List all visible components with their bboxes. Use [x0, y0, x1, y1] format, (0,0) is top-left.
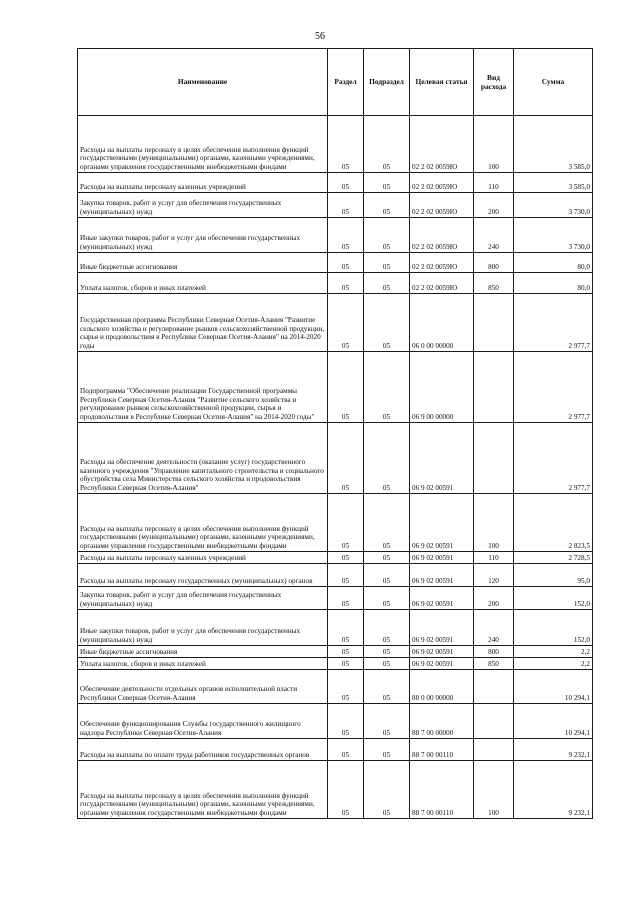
cell-name: Расходы на обеспечение деятельности (оказание услуг) государственного казенного учреждения "Управление капитального строительства и социального обустройства села Министерства сельского хозяйства и продовольствия Республики Северная Осетия-Алания" [78, 423, 328, 494]
cell-subsection: 05 [364, 587, 410, 610]
cell-target: 02 2 02 0059Ю [410, 116, 474, 173]
cell-name: Уплата налогов, сборов и иных платежей [78, 273, 328, 294]
cell-amount: 9 232,1 [514, 739, 593, 761]
cell-expense-type [474, 704, 514, 739]
cell-section: 05 [328, 218, 364, 253]
cell-expense-type: 800 [474, 646, 514, 658]
table-row [78, 704, 593, 739]
page-number: 56 [315, 31, 325, 42]
cell-name: Расходы на выплаты персоналу в целях обеспечения выполнения функций государственными (муниципальными) органами, казенными учреждениями, органами управления государственными внебюджетными фондами [78, 761, 328, 819]
header-subsection: Подраздел [364, 49, 410, 116]
cell-target: 06 9 02 00591 [410, 610, 474, 646]
cell-target: 02 2 02 0059Ю [410, 218, 474, 253]
cell-target: 02 2 02 0059Ю [410, 253, 474, 273]
cell-expense-type: 110 [474, 552, 514, 564]
cell-subsection: 05 [364, 761, 410, 819]
cell-section: 05 [328, 610, 364, 646]
cell-subsection: 05 [364, 193, 410, 218]
cell-target: 06 0 00 00000 [410, 294, 474, 352]
table-row [78, 610, 593, 646]
cell-expense-type [474, 294, 514, 352]
cell-target: 06 9 02 00591 [410, 423, 474, 494]
cell-amount: 3 585,0 [514, 116, 593, 173]
cell-amount: 2,2 [514, 646, 593, 658]
header-section: Раздел [328, 49, 364, 116]
cell-expense-type [474, 739, 514, 761]
table-row [78, 193, 593, 218]
table-row [78, 253, 593, 273]
cell-expense-type: 200 [474, 193, 514, 218]
cell-amount: 2 977,7 [514, 423, 593, 494]
cell-name: Государственная программа Республики Северная Осетия-Алания "Развитие сельского хозяйства и регулирование рынков сельскохозяйственной продукции, сырья и продовольствия в Республике Северная Осетия-Алания" на 2014-2020 годы [78, 294, 328, 352]
cell-target: 06 9 02 00591 [410, 587, 474, 610]
cell-amount: 152,0 [514, 587, 593, 610]
cell-amount: 80,0 [514, 273, 593, 294]
table-row [78, 658, 593, 670]
table-row [78, 352, 593, 423]
table-row [78, 423, 593, 494]
cell-section: 05 [328, 704, 364, 739]
cell-name: Иные бюджетные ассигнования [78, 646, 328, 658]
cell-target: 02 2 02 0059Ю [410, 193, 474, 218]
header-expense-type: Вид расхода [474, 49, 514, 116]
cell-target: 02 2 02 0059Ю [410, 273, 474, 294]
cell-name: Уплата налогов, сборов и иных платежей [78, 658, 328, 670]
cell-amount: 2 977,7 [514, 294, 593, 352]
table-row [78, 587, 593, 610]
cell-target: 06 9 02 00591 [410, 646, 474, 658]
cell-amount: 2,2 [514, 658, 593, 670]
cell-expense-type [474, 670, 514, 704]
cell-subsection: 05 [364, 273, 410, 294]
cell-subsection: 05 [364, 704, 410, 739]
table-row [78, 646, 593, 658]
cell-target: 88 7 00 00000 [410, 704, 474, 739]
cell-target: 88 7 00 00110 [410, 761, 474, 819]
cell-expense-type: 100 [474, 494, 514, 552]
cell-name: Обеспечение деятельности отдельных органов исполнительной власти Республики Северная Осетия-Алания [78, 670, 328, 704]
cell-subsection: 05 [364, 564, 410, 587]
cell-amount: 3 730,0 [514, 218, 593, 253]
cell-expense-type: 110 [474, 173, 514, 193]
cell-expense-type: 240 [474, 610, 514, 646]
cell-subsection: 05 [364, 253, 410, 273]
cell-name: Обеспечение функционирования Службы государственного жилищного надзора Республики Северная Осетия-Алания [78, 704, 328, 739]
cell-target: 06 9 02 00591 [410, 494, 474, 552]
cell-expense-type: 100 [474, 761, 514, 819]
cell-target: 06 9 02 00591 [410, 552, 474, 564]
header-amount: Сумма [514, 49, 593, 116]
table-row [78, 564, 593, 587]
cell-expense-type: 850 [474, 273, 514, 294]
cell-target: 06 9 00 00000 [410, 352, 474, 423]
table-row [78, 552, 593, 564]
cell-subsection: 05 [364, 610, 410, 646]
cell-amount: 3 730,0 [514, 193, 593, 218]
cell-subsection: 05 [364, 173, 410, 193]
cell-subsection: 05 [364, 423, 410, 494]
table-row [78, 218, 593, 253]
cell-section: 05 [328, 761, 364, 819]
cell-subsection: 05 [364, 646, 410, 658]
cell-expense-type: 240 [474, 218, 514, 253]
cell-name: Закупка товаров, работ и услуг для обеспечения государственных (муниципальных) нужд [78, 193, 328, 218]
cell-subsection: 05 [364, 294, 410, 352]
cell-amount: 152,0 [514, 610, 593, 646]
cell-amount: 2 823,5 [514, 494, 593, 552]
cell-section: 05 [328, 658, 364, 670]
table-row [78, 670, 593, 704]
cell-expense-type: 850 [474, 658, 514, 670]
cell-name: Расходы на выплаты персоналу в целях обеспечения выполнения функций государственными (муниципальными) органами, казенными учреждениями, органами управления государственными внебюджетными фондами [78, 494, 328, 552]
cell-expense-type: 100 [474, 116, 514, 173]
cell-subsection: 05 [364, 494, 410, 552]
cell-expense-type: 800 [474, 253, 514, 273]
cell-section: 05 [328, 587, 364, 610]
table-row [78, 294, 593, 352]
cell-expense-type [474, 423, 514, 494]
cell-section: 05 [328, 670, 364, 704]
cell-amount: 2 977,7 [514, 352, 593, 423]
cell-subsection: 05 [364, 218, 410, 253]
cell-name: Иные бюджетные ассигнования [78, 253, 328, 273]
cell-name: Подпрограмма "Обеспечение реализации Государственной программы Республики Северная Осетия-Алания "Развитие сельского хозяйства и регулирование рынков сельскохозяйственной продукции, сырья и продовольствия в Республике Северная Осетия-Алания" на 2014-2020 годы" [78, 352, 328, 423]
table-row [78, 173, 593, 193]
cell-section: 05 [328, 352, 364, 423]
cell-section: 05 [328, 646, 364, 658]
cell-expense-type [474, 352, 514, 423]
cell-name: Расходы на выплаты по оплате труда работников государственных органов [78, 739, 328, 761]
table-header-row [78, 49, 593, 116]
cell-expense-type: 200 [474, 587, 514, 610]
cell-amount: 2 728,5 [514, 552, 593, 564]
cell-name: Расходы на выплаты персоналу государственных (муниципальных) органов [78, 564, 328, 587]
cell-section: 05 [328, 739, 364, 761]
table-row [78, 273, 593, 294]
cell-section: 05 [328, 294, 364, 352]
cell-subsection: 05 [364, 670, 410, 704]
cell-name: Закупка товаров, работ и услуг для обеспечения государственных (муниципальных) нужд [78, 587, 328, 610]
table-row [78, 116, 593, 173]
cell-name: Иные закупки товаров, работ и услуг для обеспечения государственных (муниципальных) нужд [78, 218, 328, 253]
cell-subsection: 05 [364, 116, 410, 173]
cell-target: 02 2 02 0059Ю [410, 173, 474, 193]
cell-section: 05 [328, 253, 364, 273]
cell-section: 05 [328, 173, 364, 193]
cell-section: 05 [328, 193, 364, 218]
cell-amount: 95,0 [514, 564, 593, 587]
header-target: Целевая статья [410, 49, 474, 116]
cell-name: Расходы на выплаты персоналу казенных учреждений [78, 173, 328, 193]
cell-name: Иные закупки товаров, работ и услуг для обеспечения государственных (муниципальных) нужд [78, 610, 328, 646]
cell-subsection: 05 [364, 658, 410, 670]
cell-target: 88 0 00 00000 [410, 670, 474, 704]
cell-section: 05 [328, 494, 364, 552]
cell-section: 05 [328, 564, 364, 587]
cell-section: 05 [328, 273, 364, 294]
cell-target: 88 7 00 00110 [410, 739, 474, 761]
cell-subsection: 05 [364, 739, 410, 761]
cell-section: 05 [328, 423, 364, 494]
cell-expense-type: 120 [474, 564, 514, 587]
cell-amount: 10 294,1 [514, 670, 593, 704]
table-row [78, 494, 593, 552]
cell-amount: 9 232,1 [514, 761, 593, 819]
header-name: Наименование [78, 49, 328, 116]
cell-name: Расходы на выплаты персоналу в целях обеспечения выполнения функций государственными (муниципальными) органами, казенными учреждениями, органами управления государственными внебюджетными фондами [78, 116, 328, 173]
cell-amount: 3 585,0 [514, 173, 593, 193]
cell-target: 06 9 02 00591 [410, 658, 474, 670]
cell-name: Расходы на выплаты персоналу казенных учреждений [78, 552, 328, 564]
cell-amount: 10 294,1 [514, 704, 593, 739]
cell-section: 05 [328, 116, 364, 173]
table-row [78, 739, 593, 761]
cell-subsection: 05 [364, 352, 410, 423]
cell-target: 06 9 02 00591 [410, 564, 474, 587]
cell-section: 05 [328, 552, 364, 564]
cell-subsection: 05 [364, 552, 410, 564]
budget-table [77, 48, 593, 819]
cell-amount: 80,0 [514, 253, 593, 273]
table-row [78, 761, 593, 819]
